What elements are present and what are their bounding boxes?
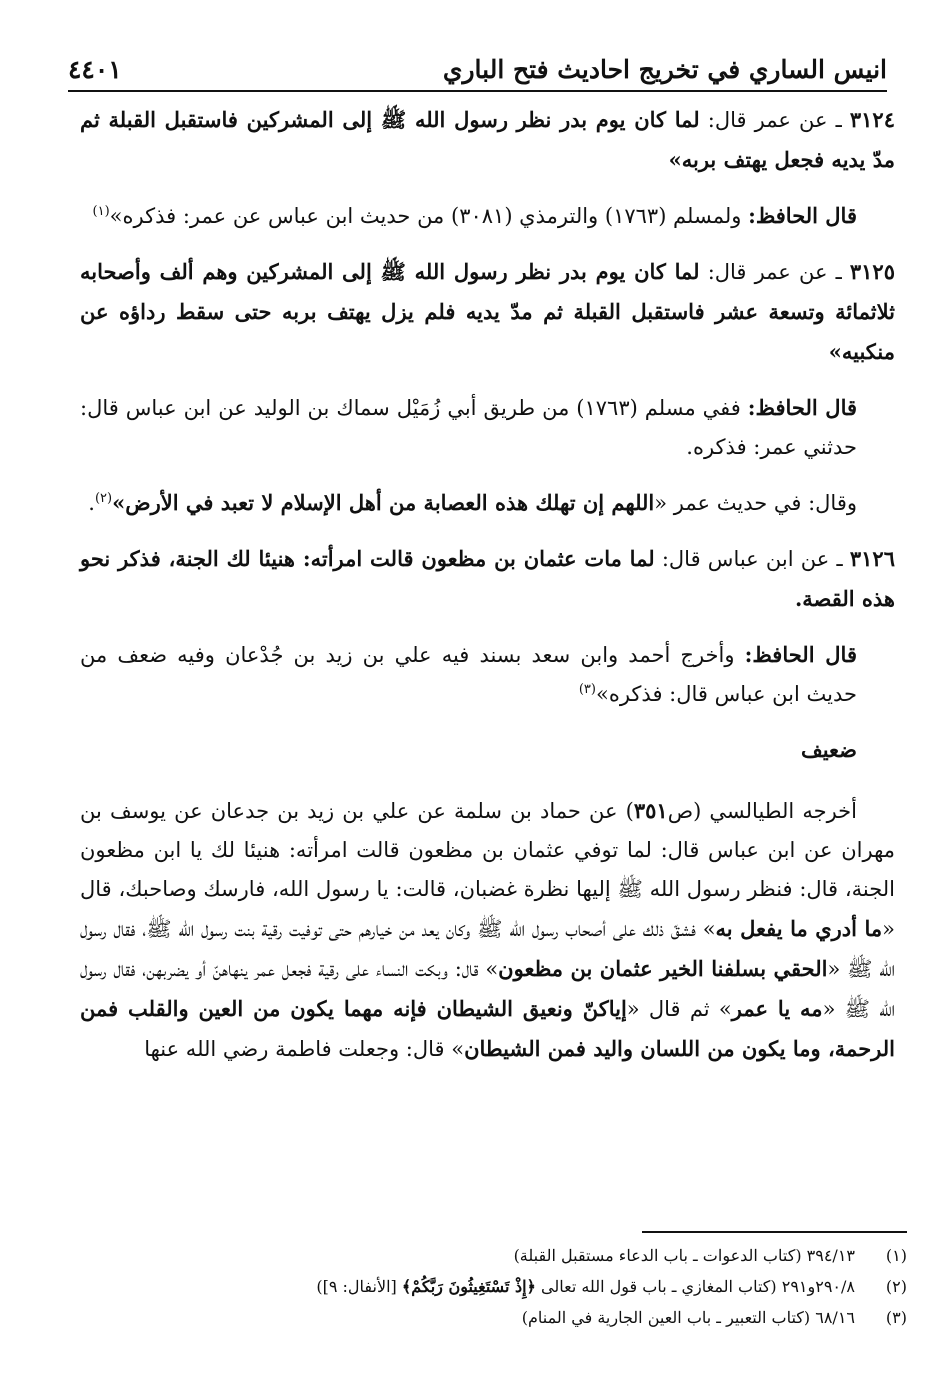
takhrij-text: ) عن حماد بن سلمة عن علي بن زيد بن جدعان عن يوسف بن مهران عن ابن عباس قال: لما توفي عثمان بن مظعون قالت امرأته: هنيئا لك يا ابن مظعون الجنة، قال: فنظر رسول الله ﷺ إليها نظرة غضبان، قالت: يا رسول الله، فارسك وصاحبك، قال « <box>80 799 895 941</box>
hafiz-text: وأخرج أحمد وابن سعد بسند فيه علي بن زيد بن جُدْعان وفيه ضعف من حديث ابن عباس قال: فذكره» <box>80 643 857 706</box>
hafiz-label: قال الحافظ: <box>748 203 857 228</box>
footnote-text: ٦٨/١٦ (كتاب التعبير ـ باب العين الجارية في المنام) <box>521 1308 855 1327</box>
hadith-3124 <box>80 100 895 180</box>
hafiz-comment-3125 <box>80 388 895 467</box>
takhrij-quote: مه يا عمر <box>731 996 823 1021</box>
footnote-text-wrap <box>316 1271 855 1302</box>
hafiz-text: ولمسلم (١٧٦٣) والترمذي (٣٠٨١) من حديث ابن عباس عن عمر: فذكره» <box>109 204 749 228</box>
page-body <box>80 100 895 1069</box>
hadith-3126 <box>80 539 895 619</box>
hadith-number: ٣١٢٦ <box>849 546 895 571</box>
takhrij-text: » ثم قال « <box>626 997 732 1021</box>
footnote-ref: (٣) <box>578 682 596 697</box>
hadith-number: ٣١٢٤ <box>849 107 895 132</box>
takhrij-quote: ما أدري ما يفعل به <box>715 916 883 941</box>
takhrij-text: » قال: وجعلت فاطمة رضي الله عنها <box>144 1037 465 1061</box>
footnote-ref: (١) <box>92 204 110 219</box>
hafiz-label: قال الحافظ: <box>744 642 857 667</box>
hadith-intro: ـ عن عمر قال: <box>699 260 850 284</box>
takhrij-quote: الحقي بسلفنا الخير عثمان بن مظعون <box>498 956 828 981</box>
footnote-1 <box>80 1240 907 1271</box>
quoted-dua: اللهم إن تهلك هذه العصابة من أهل الإسلام لا تعبد في الأرض» <box>112 490 655 515</box>
hafiz-addition-3125 <box>80 483 895 523</box>
hadith-3125 <box>80 252 895 372</box>
footnote-text: ٢٩٠/٨و٢٩١ (كتاب المغازي ـ باب قول الله تعالى <box>535 1277 855 1296</box>
footnote-3 <box>80 1302 907 1333</box>
page-header <box>68 34 887 92</box>
hadith-text: لما مات عثمان بن مظعون قالت امرأته: هنيئا لك الجنة، فذكر نحو هذه القصة. <box>80 546 895 611</box>
footnote-number: (٣) <box>885 1308 907 1327</box>
footnote-tail: [الأنفال: ٩]) <box>316 1277 402 1296</box>
hadith-intro: ـ عن عمر قال: <box>699 108 850 132</box>
hafiz-comment-3124 <box>80 196 895 236</box>
takhrij-text: أخرجه الطيالسي (ص <box>667 799 858 823</box>
running-title: انيس الساري في تخريج احاديث فتح الباري <box>442 55 887 84</box>
takhrij-page: ٣٥١ <box>633 798 668 823</box>
takhrij-text: » فشقّ ذلك على أصحاب رسول الله ﷺ وكان يعد من خيارهم حتى توفيت رقية بنت رسول الله ﷺ، فقال رسول الله ﷺ « <box>80 917 895 981</box>
hafiz-comment-3126 <box>80 635 895 714</box>
hadith-grade: ضعيف <box>800 737 857 762</box>
wa-qal: وقال: في حديث عمر « <box>654 491 857 515</box>
takhrij-paragraph <box>80 791 895 1069</box>
footnote-separator <box>642 1231 907 1233</box>
takhrij-text: » قال: وبكت النساء على رقية فجعل عمر ينهاهنّ أو يضربهن، فقال رسول الله ﷺ « <box>80 957 895 1021</box>
hafiz-label: قال الحافظ: <box>747 395 858 420</box>
page-number: ٤٤٠١ <box>68 55 122 84</box>
hadith-number: ٣١٢٥ <box>849 259 895 284</box>
footnote-ref: (٢) <box>94 491 113 506</box>
hafiz-text: ففي مسلم (١٧٦٣) من طريق أبي زُمَيْل سماك بن الوليد عن ابن عباس قال: حدثني عمر: فذكره. <box>80 396 857 459</box>
takhrij-quote: إياكنّ ونعيق الشيطان فإنه مهما يكون من العين والقلب فمن الرحمة، وما يكون من اللسان واليد فمن الشيطان <box>80 996 895 1061</box>
hadith-text: لما كان يوم بدر نظر رسول الله ﷺ إلى المشركين وهم ألف وأصحابه ثلاثمائة وتسعة عشر فاستقبل القبلة ثم مدّ يديه فلم يزل يهتف بربه حتى سقط رداؤه عن منكبيه» <box>80 259 895 364</box>
hadith-text: لما كان يوم بدر نظر رسول الله ﷺ إلى المشركين فاستقبل القبلة ثم مدّ يديه فجعل يهتف بربه» <box>80 107 895 172</box>
footnote-number: (١) <box>885 1246 907 1265</box>
quran-verse: ﴿إِذْ تَسْتَغِيثُونَ رَبَّكُمْ﴾ <box>401 1277 536 1296</box>
wa-qal-end: . <box>88 491 95 515</box>
footnote-number: (٢) <box>885 1277 907 1296</box>
footnote-text: ٣٩٤/١٣ (كتاب الدعوات ـ باب الدعاء مستقبل القبلة) <box>513 1246 855 1265</box>
hadith-intro: ـ عن ابن عباس قال: <box>654 547 850 571</box>
footnote-2 <box>80 1271 907 1302</box>
footnotes <box>80 1240 907 1333</box>
